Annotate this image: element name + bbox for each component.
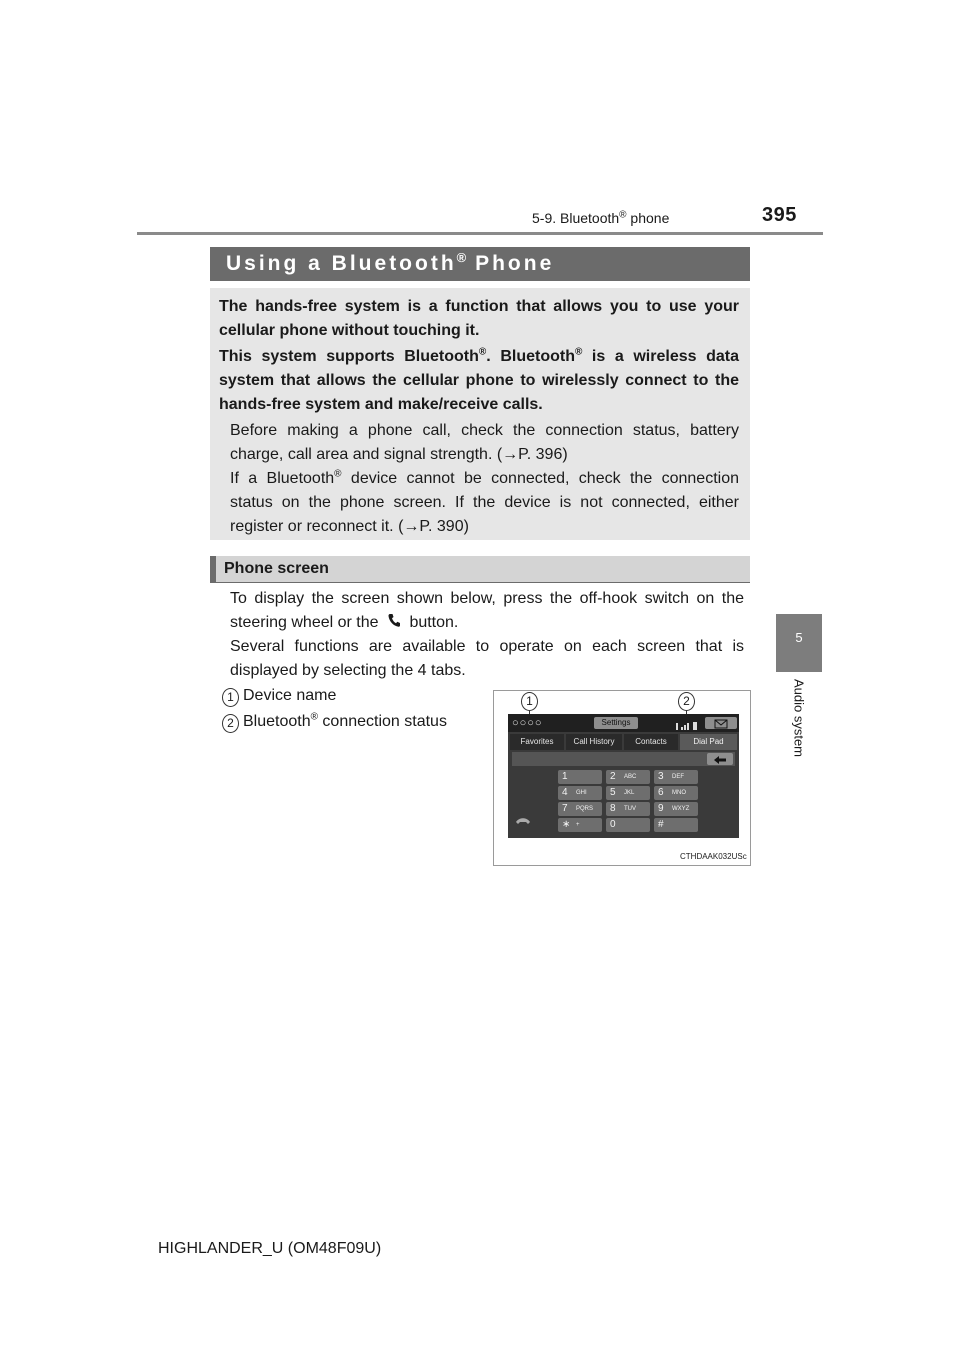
dial-key-digit: 7 bbox=[562, 803, 568, 814]
dial-input-field[interactable] bbox=[512, 752, 735, 766]
legend-device-name: Device name bbox=[243, 687, 337, 704]
navi-screen bbox=[508, 714, 739, 838]
dial-key-letters: + bbox=[576, 822, 580, 828]
dial-key-digit: 4 bbox=[562, 787, 568, 798]
dial-key-digit: # bbox=[658, 819, 664, 830]
backspace-button[interactable] bbox=[707, 753, 733, 765]
dial-key-letters: ABC bbox=[624, 774, 637, 780]
intro-paragraph-1: The hands-free system is a function that allows you to use your cellular phone without touching it. bbox=[219, 298, 739, 339]
dial-key-digit: 5 bbox=[610, 787, 616, 798]
dial-key-3[interactable] bbox=[654, 770, 698, 784]
dial-key-letters: PQRS bbox=[576, 806, 594, 812]
dial-key-digit: ∗ bbox=[562, 819, 571, 830]
dial-key-hash[interactable] bbox=[654, 818, 698, 832]
dial-key-digit: 9 bbox=[658, 803, 664, 814]
tab-contacts[interactable]: Contacts bbox=[624, 734, 678, 750]
device-name: ○○○○ bbox=[512, 717, 543, 729]
dial-key-letters: DEF bbox=[672, 774, 684, 780]
settings-button[interactable]: Settings bbox=[594, 717, 638, 729]
dial-key-letters: TUV bbox=[624, 806, 636, 812]
dial-key-digit: 8 bbox=[610, 803, 616, 814]
dial-key-6[interactable] bbox=[654, 786, 698, 800]
dial-key-2[interactable] bbox=[606, 770, 650, 784]
phone-screen-paragraph-1: To display the screen shown below, press the off-hook switch on the steering wheel or the button. bbox=[230, 587, 744, 635]
callout-marker-1: 1 bbox=[222, 688, 239, 707]
dial-key-letters: GHI bbox=[576, 790, 587, 796]
dial-key-5[interactable] bbox=[606, 786, 650, 800]
dial-key-digit: 1 bbox=[562, 771, 568, 782]
tab-favorites[interactable]: Favorites bbox=[510, 734, 564, 750]
header-rule bbox=[137, 232, 823, 235]
page-number: 395 bbox=[762, 204, 797, 226]
intro-note-1: Before making a phone call, check the connection status, battery charge, call area and signal strength. (→P. 396) bbox=[230, 422, 739, 463]
subsection-title: Phone screen bbox=[224, 560, 329, 577]
dial-key-7[interactable] bbox=[558, 802, 602, 816]
dial-key-star[interactable] bbox=[558, 818, 602, 832]
figure-callout-1: 1 bbox=[521, 692, 538, 711]
page-title: Using a Bluetooth® Phone bbox=[226, 250, 555, 275]
subsection-accent bbox=[210, 556, 216, 583]
dial-key-letters: MNO bbox=[672, 790, 686, 796]
section-header: 5-9. Bluetooth® phone bbox=[532, 209, 670, 226]
dial-key-digit: 6 bbox=[658, 787, 664, 798]
dial-keypad bbox=[558, 770, 698, 834]
bluetooth-status-icon bbox=[676, 718, 700, 728]
intro-note-2: If a Bluetooth® device cannot be connected, check the connection status on the phone screen. If the device is not connected, either register or reconnect it. (→P. 390) bbox=[230, 468, 739, 535]
tab-call-history[interactable]: Call History bbox=[566, 734, 622, 750]
tab-dial-pad[interactable]: Dial Pad bbox=[680, 734, 737, 750]
footer-model-code: HIGHLANDER_U (OM48F09U) bbox=[158, 1240, 382, 1257]
handset-icon bbox=[514, 814, 532, 828]
dial-key-letters: WXYZ bbox=[672, 806, 690, 812]
figure-caption: CTHDAAK032USc bbox=[680, 852, 747, 861]
message-button[interactable] bbox=[705, 717, 737, 729]
dial-key-9[interactable] bbox=[654, 802, 698, 816]
dial-key-letters: JKL bbox=[624, 790, 635, 796]
dial-key-digit: 3 bbox=[658, 771, 664, 782]
figure-callout-2: 2 bbox=[678, 692, 695, 711]
dial-key-0[interactable] bbox=[606, 818, 650, 832]
dial-key-8[interactable] bbox=[606, 802, 650, 816]
legend-connection-status: Bluetooth® connection status bbox=[243, 711, 447, 730]
chapter-label: Audio system bbox=[791, 678, 807, 758]
tab-bar bbox=[508, 734, 739, 750]
dial-key-digit: 2 bbox=[610, 771, 616, 782]
dial-key-4[interactable] bbox=[558, 786, 602, 800]
chapter-number: 5 bbox=[795, 630, 803, 645]
dial-key-digit: 0 bbox=[610, 819, 616, 830]
dial-key-1[interactable] bbox=[558, 770, 602, 784]
intro-paragraph-2: This system supports Bluetooth®. Bluetooth® is a wireless data system that allows the cellular phone to wirelessly connect to the hands-free system and make/receive calls. bbox=[219, 346, 739, 413]
phone-screen-paragraph-2: Several functions are available to operate on each screen that is displayed by selecting the 4 tabs. bbox=[230, 638, 744, 679]
callout-marker-2: 2 bbox=[222, 714, 239, 733]
phone-icon bbox=[383, 611, 405, 635]
